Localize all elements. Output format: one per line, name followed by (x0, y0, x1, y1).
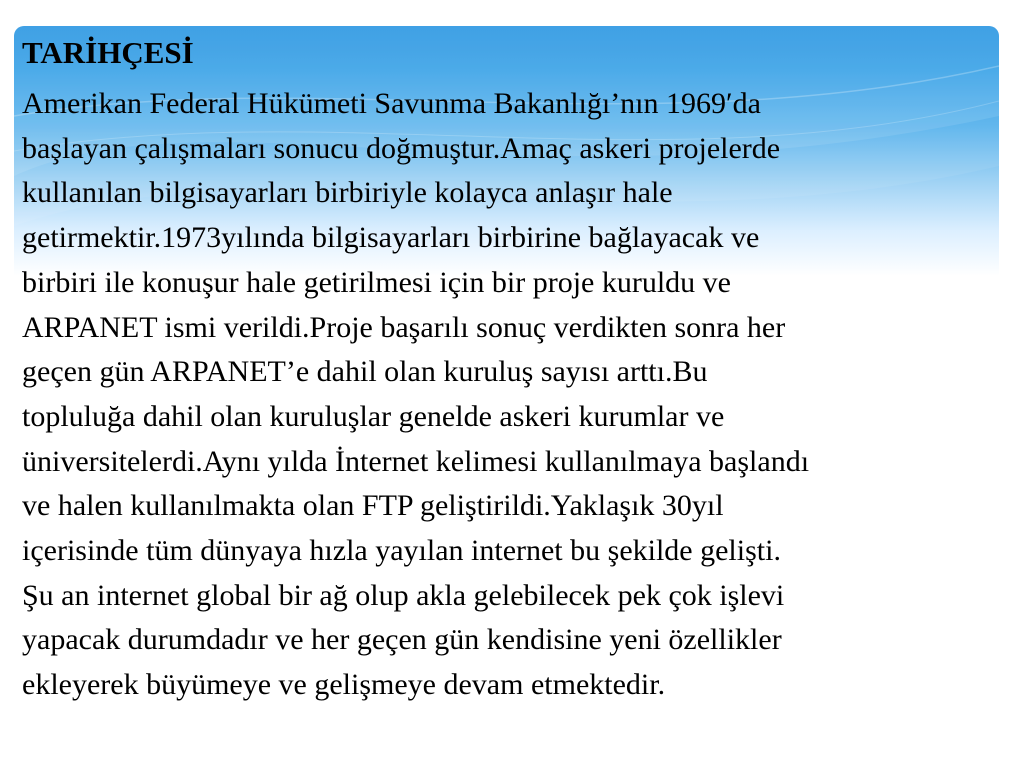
body-line: ARPANET ismi verildi.Proje başarılı sonuç verdikten sonra her (22, 310, 786, 344)
body-line: Amerikan Federal Hükümeti Savunma Bakanlığı’nın 1969′da (22, 87, 761, 120)
body-line: yapacak durumdadır ve her geçen gün kendisine yeni özellikler (22, 623, 782, 657)
body-line: içerisinde tüm dünyaya hızla yayılan internet bu şekilde gelişti. (22, 534, 781, 568)
slide-title: TARİHÇESİ (22, 35, 194, 70)
body-line: ekleyerek büyümeye ve gelişmeye devam etmektedir. (22, 668, 666, 702)
slide-content (22, 28, 1007, 708)
body-line: Şu an internet global bir ağ olup akla gelebilecek pek çok işlevi (22, 578, 785, 612)
body-line: geçen gün ARPANET’e dahil olan kuruluş sayısı arttı.Bu (22, 355, 708, 389)
body-line: birbiri ile konuşur hale getirilmesi için bir proje kuruldu ve (22, 265, 731, 299)
body-line: başlayan çalışmaları sonucu doğmuştur.Amaç askeri projelerde (22, 131, 781, 165)
body-line: topluluğa dahil olan kuruluşlar genelde askeri kurumlar ve (22, 399, 725, 433)
body-line: ve halen kullanılmakta olan FTP geliştirildi.Yaklaşık 30yıl (22, 489, 724, 523)
body-line: getirmektir.1973yılında bilgisayarları birbirine bağlayacak ve (22, 221, 760, 255)
body-line: üniversitelerdi.Aynı yılda İnternet kelimesi kullanılmaya başlandı (22, 444, 810, 478)
slide-body (22, 82, 1007, 708)
body-line: kullanılan bilgisayarları birbiriyle kolayca anlaşır hale (22, 176, 673, 210)
